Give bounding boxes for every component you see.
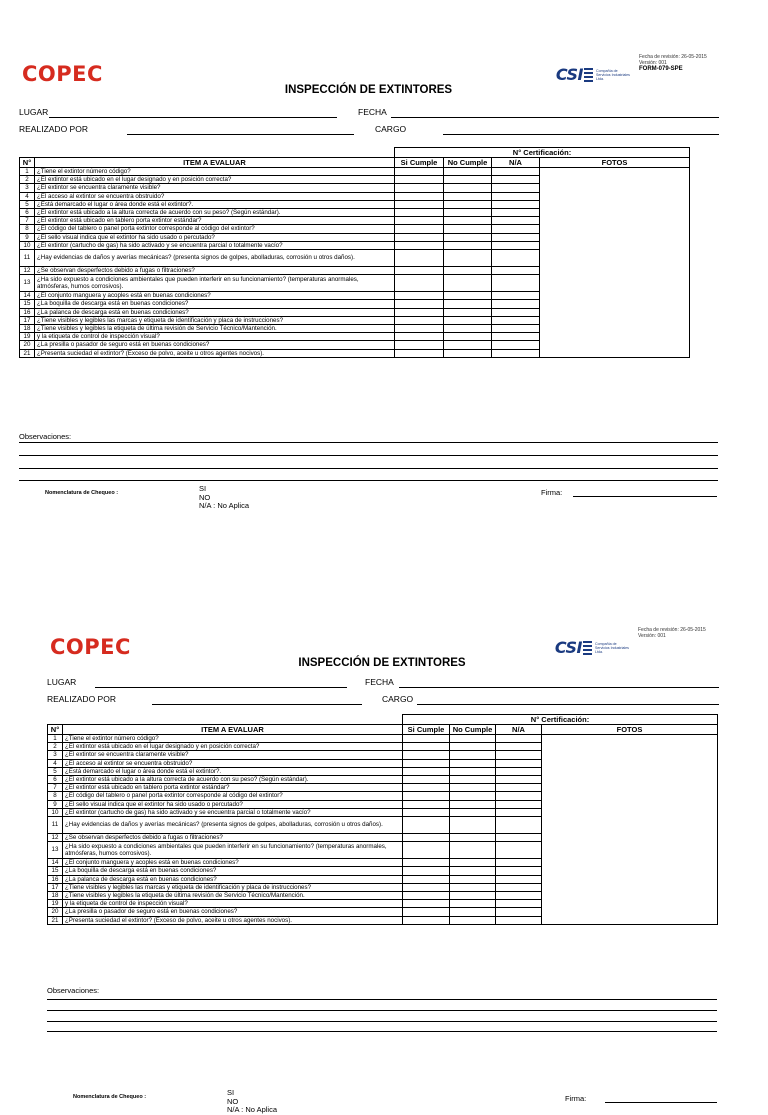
row-item-text: ¿Hay evidencias de daños y averías mecánicas? (presenta signos de golpes, abolladuras, corrosión u otros daños). bbox=[63, 817, 403, 834]
na-cell[interactable] bbox=[496, 908, 542, 916]
lugar-label: LUGAR bbox=[19, 107, 49, 117]
no-cumple-cell[interactable] bbox=[450, 759, 496, 767]
si-cumple-cell[interactable] bbox=[395, 341, 444, 349]
no-cumple-cell[interactable] bbox=[444, 217, 492, 225]
si-cumple-cell[interactable] bbox=[403, 817, 450, 834]
na-cell[interactable] bbox=[492, 241, 540, 249]
si-cumple-cell[interactable] bbox=[403, 792, 450, 800]
certification-header: N° Certificación: bbox=[403, 715, 718, 725]
row-number: 10 bbox=[20, 241, 35, 249]
row-number: 7 bbox=[48, 784, 63, 792]
no-cumple-cell[interactable] bbox=[444, 300, 492, 308]
si-cumple-cell[interactable] bbox=[395, 241, 444, 249]
inspection-table bbox=[19, 147, 690, 358]
revision-version: Versión: 001 bbox=[639, 60, 667, 66]
na-cell[interactable] bbox=[496, 751, 542, 759]
row-number: 13 bbox=[20, 275, 35, 292]
no-cumple-cell[interactable] bbox=[450, 808, 496, 816]
fecha-field[interactable] bbox=[399, 687, 719, 688]
row-item-text: ¿El acceso al extintor se encuentra obstruido? bbox=[63, 759, 403, 767]
no-cumple-cell[interactable] bbox=[450, 743, 496, 751]
no-cumple-cell[interactable] bbox=[444, 209, 492, 217]
row-item-text: ¿Tiene el extintor número código? bbox=[63, 735, 403, 743]
si-cumple-cell[interactable] bbox=[395, 308, 444, 316]
table-row bbox=[20, 168, 690, 176]
csi-logo-text: Compañía de Servicios Industriales Ltda. bbox=[595, 641, 629, 654]
col-header-si: Si Cumple bbox=[395, 158, 444, 168]
row-item-text: ¿El sello visual indica que el extintor ha sido usado o percutado? bbox=[35, 233, 395, 241]
no-cumple-cell[interactable] bbox=[444, 325, 492, 333]
no-cumple-cell[interactable] bbox=[450, 859, 496, 867]
fotos-cell[interactable] bbox=[542, 735, 718, 925]
row-number: 17 bbox=[20, 316, 35, 324]
si-cumple-cell[interactable] bbox=[395, 217, 444, 225]
copec-logo: COPEC bbox=[50, 635, 131, 659]
si-cumple-cell[interactable] bbox=[395, 184, 444, 192]
no-cumple-cell[interactable] bbox=[450, 883, 496, 891]
row-number: 20 bbox=[20, 341, 35, 349]
no-cumple-cell[interactable] bbox=[444, 333, 492, 341]
no-cumple-cell[interactable] bbox=[450, 751, 496, 759]
no-cumple-cell[interactable] bbox=[444, 267, 492, 275]
no-cumple-cell[interactable] bbox=[444, 241, 492, 249]
csi-logo-mark: CSI bbox=[555, 65, 583, 84]
firma-field[interactable] bbox=[605, 1102, 717, 1103]
si-cumple-cell[interactable] bbox=[403, 800, 450, 808]
si-cumple-cell[interactable] bbox=[403, 867, 450, 875]
row-item-text: ¿Se observan desperfectos debido a fugas o filtraciones? bbox=[63, 834, 403, 842]
row-number: 3 bbox=[20, 184, 35, 192]
row-item-text: ¿La boquilla de descarga está en buenas condiciones? bbox=[35, 300, 395, 308]
na-cell[interactable] bbox=[496, 859, 542, 867]
row-item-text: ¿El extintor está ubicado en tablero porta extintor estándar? bbox=[35, 217, 395, 225]
csi-logo-mark: CSI bbox=[554, 638, 582, 657]
observaciones-line-4[interactable] bbox=[47, 1031, 717, 1032]
row-item-text: ¿Ha sido expuesto a condiciones ambientales que pueden interferir en su funcionamiento? (temperaturas anormales, atmósferas, humos corrosivos). bbox=[35, 275, 395, 292]
na-cell[interactable] bbox=[492, 225, 540, 233]
row-item-text: ¿La presilla o pasador de seguro está en buenas condiciones? bbox=[63, 908, 403, 916]
no-cumple-cell[interactable] bbox=[450, 792, 496, 800]
na-cell[interactable] bbox=[496, 834, 542, 842]
no-cumple-cell[interactable] bbox=[444, 308, 492, 316]
no-cumple-cell[interactable] bbox=[450, 892, 496, 900]
no-cumple-cell[interactable] bbox=[444, 200, 492, 208]
cargo-field[interactable] bbox=[443, 134, 719, 135]
realizado-por-field[interactable] bbox=[127, 134, 354, 135]
row-item-text: ¿Tiene visibles y legibles la etiqueta de última revisión de Servicio Técnico/Mantención. bbox=[35, 325, 395, 333]
row-number: 8 bbox=[48, 792, 63, 800]
row-item-text: ¿Tiene visibles y legibles las marcas y etiqueta de identificación y placa de instrucciones? bbox=[35, 316, 395, 324]
row-item-text: ¿Tiene visibles y legibles la etiqueta de última revisión de Servicio Técnico/Mantención. bbox=[63, 892, 403, 900]
row-number: 4 bbox=[20, 192, 35, 200]
observaciones-line-2[interactable] bbox=[19, 455, 718, 456]
si-cumple-cell[interactable] bbox=[395, 275, 444, 292]
row-item-text: ¿Tiene visibles y legibles las marcas y etiqueta de identificación y placa de instrucciones? bbox=[63, 883, 403, 891]
na-cell[interactable] bbox=[492, 333, 540, 341]
na-cell[interactable] bbox=[492, 308, 540, 316]
si-cumple-cell[interactable] bbox=[403, 776, 450, 784]
nomenclatura-values bbox=[227, 1089, 277, 1115]
observaciones-label: Observaciones: bbox=[19, 432, 72, 441]
realizado-por-label: REALIZADO POR bbox=[19, 124, 88, 134]
observaciones-line-4[interactable] bbox=[19, 480, 718, 481]
row-item-text: ¿El sello visual indica que el extintor ha sido usado o percutado? bbox=[63, 800, 403, 808]
lugar-field[interactable] bbox=[95, 687, 347, 688]
row-number: 9 bbox=[20, 233, 35, 241]
si-cumple-cell[interactable] bbox=[403, 767, 450, 775]
col-header-fotos: FOTOS bbox=[542, 725, 718, 735]
col-header-num: N° bbox=[20, 158, 35, 168]
row-number: 11 bbox=[20, 250, 35, 267]
si-cumple-cell[interactable] bbox=[395, 349, 444, 357]
na-cell[interactable] bbox=[496, 743, 542, 751]
col-header-fotos: FOTOS bbox=[540, 158, 690, 168]
row-number: 19 bbox=[48, 900, 63, 908]
lugar-fecha-row bbox=[19, 107, 718, 119]
firma-field[interactable] bbox=[573, 496, 717, 497]
row-number: 16 bbox=[48, 875, 63, 883]
fecha-field[interactable] bbox=[391, 117, 719, 118]
row-number: 14 bbox=[48, 859, 63, 867]
revision-version: Versión: 001 bbox=[638, 633, 666, 639]
no-cumple-cell[interactable] bbox=[450, 900, 496, 908]
no-cumple-cell[interactable] bbox=[444, 184, 492, 192]
na-cell[interactable] bbox=[496, 883, 542, 891]
row-number: 4 bbox=[48, 759, 63, 767]
si-cumple-cell[interactable] bbox=[403, 743, 450, 751]
realizado-por-label: REALIZADO POR bbox=[47, 694, 116, 704]
col-header-si: Si Cumple bbox=[403, 725, 450, 735]
row-item-text: ¿Presenta suciedad el extintor? (Exceso de polvo, aceite u otros agentes nocivos). bbox=[35, 349, 395, 357]
na-cell[interactable] bbox=[492, 250, 540, 267]
no-cumple-cell[interactable] bbox=[450, 834, 496, 842]
si-cumple-cell[interactable] bbox=[395, 333, 444, 341]
na-cell[interactable] bbox=[492, 168, 540, 176]
col-header-na: N/A bbox=[496, 725, 542, 735]
copec-logo: COPEC bbox=[22, 62, 103, 86]
csi-logo-stripes bbox=[583, 641, 592, 655]
si-cumple-cell[interactable] bbox=[403, 916, 450, 924]
revision-info bbox=[639, 54, 715, 72]
na-cell[interactable] bbox=[496, 767, 542, 775]
na-cell[interactable] bbox=[492, 316, 540, 324]
row-item-text: ¿La palanca de descarga está en buenas condiciones? bbox=[63, 875, 403, 883]
col-header-item: ITEM A EVALUAR bbox=[35, 158, 395, 168]
row-number: 6 bbox=[20, 209, 35, 217]
csi-logo bbox=[556, 65, 630, 84]
si-cumple-cell[interactable] bbox=[403, 735, 450, 743]
nomenclatura-na: N/A : No Aplica bbox=[199, 501, 250, 511]
na-cell[interactable] bbox=[496, 735, 542, 743]
na-cell[interactable] bbox=[492, 325, 540, 333]
revision-date: Fecha de revisión: 26-05-2015 bbox=[638, 627, 706, 633]
na-cell[interactable] bbox=[496, 784, 542, 792]
no-cumple-cell[interactable] bbox=[450, 767, 496, 775]
observaciones-line-1[interactable] bbox=[19, 442, 718, 443]
na-cell[interactable] bbox=[496, 842, 542, 859]
row-number: 15 bbox=[20, 300, 35, 308]
no-cumple-cell[interactable] bbox=[444, 225, 492, 233]
row-item-text: ¿El extintor está ubicado en tablero porta extintor estándar? bbox=[63, 784, 403, 792]
no-cumple-cell[interactable] bbox=[444, 168, 492, 176]
na-cell[interactable] bbox=[496, 792, 542, 800]
na-cell[interactable] bbox=[496, 867, 542, 875]
na-cell[interactable] bbox=[496, 808, 542, 816]
no-cumple-cell[interactable] bbox=[450, 776, 496, 784]
no-cumple-cell[interactable] bbox=[444, 250, 492, 267]
na-cell[interactable] bbox=[492, 176, 540, 184]
si-cumple-cell[interactable] bbox=[395, 292, 444, 300]
row-item-text: ¿El extintor (cartucho de gas) ha sido activado y se encuentra parcial o totalmente vacío? bbox=[35, 241, 395, 249]
na-cell[interactable] bbox=[492, 200, 540, 208]
col-header-na: N/A bbox=[492, 158, 540, 168]
row-number: 19 bbox=[20, 333, 35, 341]
row-item-text: ¿Está demarcado el lugar o área donde está el extintor?. bbox=[35, 200, 395, 208]
na-cell[interactable] bbox=[492, 209, 540, 217]
row-number: 6 bbox=[48, 776, 63, 784]
observaciones-label: Observaciones: bbox=[47, 986, 100, 995]
row-item-text: ¿Está demarcado el lugar o área donde está el extintor?. bbox=[63, 767, 403, 775]
row-item-text: ¿El conjunto manguera y acoples está en buenas condiciones? bbox=[63, 859, 403, 867]
no-cumple-cell[interactable] bbox=[450, 735, 496, 743]
row-item-text: ¿El extintor está ubicado en el lugar designado y en posición correcta? bbox=[63, 743, 403, 751]
na-cell[interactable] bbox=[496, 800, 542, 808]
row-number: 1 bbox=[20, 168, 35, 176]
inspection-form-page-1 bbox=[17, 51, 720, 524]
no-cumple-cell[interactable] bbox=[444, 316, 492, 324]
no-cumple-cell[interactable] bbox=[444, 349, 492, 357]
row-item-text: ¿La palanca de descarga está en buenas condiciones? bbox=[35, 308, 395, 316]
row-item-text: ¿El extintor se encuentra claramente visible? bbox=[63, 751, 403, 759]
row-number: 21 bbox=[48, 916, 63, 924]
row-item-text: ¿La boquilla de descarga está en buenas condiciones? bbox=[63, 867, 403, 875]
row-number: 5 bbox=[20, 200, 35, 208]
firma-label: Firma: bbox=[541, 488, 563, 497]
nomenclatura-na: N/A : No Aplica bbox=[227, 1105, 278, 1115]
na-cell[interactable] bbox=[492, 292, 540, 300]
no-cumple-cell[interactable] bbox=[450, 784, 496, 792]
nomenclatura-values bbox=[199, 485, 249, 511]
cargo-field[interactable] bbox=[417, 704, 719, 705]
row-number: 2 bbox=[20, 176, 35, 184]
realizado-cargo-row bbox=[19, 124, 718, 136]
row-number: 1 bbox=[48, 735, 63, 743]
si-cumple-cell[interactable] bbox=[395, 209, 444, 217]
row-number: 11 bbox=[48, 817, 63, 834]
row-number: 3 bbox=[48, 751, 63, 759]
row-item-text: y la etiqueta de control de inspección visual? bbox=[35, 333, 395, 341]
row-number: 18 bbox=[20, 325, 35, 333]
row-number: 8 bbox=[20, 225, 35, 233]
row-number: 5 bbox=[48, 767, 63, 775]
no-cumple-cell[interactable] bbox=[450, 817, 496, 834]
na-cell[interactable] bbox=[496, 875, 542, 883]
si-cumple-cell[interactable] bbox=[403, 759, 450, 767]
lugar-label: LUGAR bbox=[47, 677, 77, 687]
no-cumple-cell[interactable] bbox=[444, 176, 492, 184]
row-number: 2 bbox=[48, 743, 63, 751]
si-cumple-cell[interactable] bbox=[395, 225, 444, 233]
si-cumple-cell[interactable] bbox=[395, 300, 444, 308]
row-item-text: ¿El conjunto manguera y acoples está en buenas condiciones? bbox=[35, 292, 395, 300]
cargo-label: CARGO bbox=[375, 124, 407, 134]
si-cumple-cell[interactable] bbox=[403, 875, 450, 883]
no-cumple-cell[interactable] bbox=[450, 916, 496, 924]
row-number: 14 bbox=[20, 292, 35, 300]
si-cumple-cell[interactable] bbox=[403, 908, 450, 916]
observaciones-line-1[interactable] bbox=[47, 999, 717, 1000]
row-number: 7 bbox=[20, 217, 35, 225]
si-cumple-cell[interactable] bbox=[403, 883, 450, 891]
row-item-text: ¿El código del tablero o panel porta extintor corresponde al código del extintor? bbox=[35, 225, 395, 233]
certification-header: N° Certificación: bbox=[395, 148, 690, 158]
si-cumple-cell[interactable] bbox=[395, 267, 444, 275]
row-item-text: ¿El extintor está ubicado en el lugar designado y en posición correcta? bbox=[35, 176, 395, 184]
na-cell[interactable] bbox=[496, 900, 542, 908]
observaciones-line-2[interactable] bbox=[47, 1010, 717, 1011]
document-title: INSPECCIÓN DE EXTINTORES bbox=[298, 657, 466, 669]
form-code: FORM-079-SPE bbox=[639, 66, 683, 72]
row-number: 9 bbox=[48, 800, 63, 808]
fotos-cell[interactable] bbox=[540, 168, 690, 358]
row-item-text: ¿Se observan desperfectos debido a fugas o filtraciones? bbox=[35, 267, 395, 275]
realizado-cargo-row bbox=[47, 694, 717, 706]
no-cumple-cell[interactable] bbox=[444, 275, 492, 292]
na-cell[interactable] bbox=[492, 267, 540, 275]
nomenclatura-si: SI bbox=[227, 1088, 235, 1097]
row-number: 12 bbox=[48, 834, 63, 842]
row-item-text: ¿Ha sido expuesto a condiciones ambientales que pueden interferir en su funcionamiento? (temperaturas anormales, atmósferas, humos corrosivos). bbox=[63, 842, 403, 859]
no-cumple-cell[interactable] bbox=[450, 842, 496, 859]
na-cell[interactable] bbox=[496, 916, 542, 924]
table-row bbox=[48, 735, 718, 743]
si-cumple-cell[interactable] bbox=[403, 892, 450, 900]
row-item-text: ¿El acceso al extintor se encuentra obstruido? bbox=[35, 192, 395, 200]
si-cumple-cell[interactable] bbox=[395, 316, 444, 324]
col-header-num: N° bbox=[48, 725, 63, 735]
si-cumple-cell[interactable] bbox=[395, 192, 444, 200]
si-cumple-cell[interactable] bbox=[395, 200, 444, 208]
observaciones-line-3[interactable] bbox=[19, 468, 718, 469]
realizado-por-field[interactable] bbox=[152, 704, 362, 705]
na-cell[interactable] bbox=[496, 759, 542, 767]
row-item-text: ¿La presilla o pasador de seguro está en buenas condiciones? bbox=[35, 341, 395, 349]
si-cumple-cell[interactable] bbox=[403, 808, 450, 816]
no-cumple-cell[interactable] bbox=[450, 867, 496, 875]
cargo-label: CARGO bbox=[382, 694, 414, 704]
si-cumple-cell[interactable] bbox=[403, 834, 450, 842]
row-number: 10 bbox=[48, 808, 63, 816]
row-item-text: y la etiqueta de control de inspección visual? bbox=[63, 900, 403, 908]
si-cumple-cell[interactable] bbox=[395, 176, 444, 184]
row-number: 12 bbox=[20, 267, 35, 275]
na-cell[interactable] bbox=[492, 184, 540, 192]
lugar-fecha-row bbox=[47, 677, 717, 689]
si-cumple-cell[interactable] bbox=[403, 784, 450, 792]
na-cell[interactable] bbox=[496, 776, 542, 784]
fecha-label: FECHA bbox=[365, 677, 394, 687]
observaciones-line-3[interactable] bbox=[47, 1021, 717, 1022]
nomenclatura-label: Nomenclatura de Chequeo : bbox=[45, 490, 119, 496]
row-item-text: ¿El extintor está ubicado a la altura correcta de acuerdo con su peso? (Según estándar). bbox=[63, 776, 403, 784]
si-cumple-cell[interactable] bbox=[395, 233, 444, 241]
row-number: 15 bbox=[48, 867, 63, 875]
no-cumple-cell[interactable] bbox=[444, 341, 492, 349]
row-number: 13 bbox=[48, 842, 63, 859]
document-title: INSPECCIÓN DE EXTINTORES bbox=[284, 84, 453, 96]
col-header-item: ITEM A EVALUAR bbox=[63, 725, 403, 735]
si-cumple-cell[interactable] bbox=[395, 325, 444, 333]
na-cell[interactable] bbox=[492, 341, 540, 349]
si-cumple-cell[interactable] bbox=[395, 168, 444, 176]
csi-logo-text: Compañía de Servicios Industriales Ltda. bbox=[596, 68, 630, 81]
na-cell[interactable] bbox=[496, 817, 542, 834]
csi-logo bbox=[555, 638, 629, 657]
row-item-text: ¿Presenta suciedad el extintor? (Exceso de polvo, aceite u otros agentes nocivos). bbox=[63, 916, 403, 924]
na-cell[interactable] bbox=[492, 300, 540, 308]
no-cumple-cell[interactable] bbox=[444, 192, 492, 200]
csi-logo-stripes bbox=[584, 68, 593, 82]
si-cumple-cell[interactable] bbox=[403, 859, 450, 867]
no-cumple-cell[interactable] bbox=[450, 800, 496, 808]
inspection-table bbox=[47, 714, 718, 925]
na-cell[interactable] bbox=[496, 892, 542, 900]
nomenclatura-label: Nomenclatura de Chequeo : bbox=[73, 1094, 147, 1100]
no-cumple-cell[interactable] bbox=[450, 875, 496, 883]
si-cumple-cell[interactable] bbox=[395, 250, 444, 267]
row-item-text: ¿Hay evidencias de daños y averías mecánicas? (presenta signos de golpes, abolladuras, corrosión u otros daños). bbox=[35, 250, 395, 267]
row-item-text: ¿El extintor se encuentra claramente visible? bbox=[35, 184, 395, 192]
na-cell[interactable] bbox=[492, 275, 540, 292]
na-cell[interactable] bbox=[492, 233, 540, 241]
row-item-text: ¿El extintor está ubicado a la altura correcta de acuerdo con su peso? (Según estándar). bbox=[35, 209, 395, 217]
revision-date: Fecha de revisión: 26-05-2015 bbox=[639, 54, 707, 60]
revision-info bbox=[638, 627, 714, 639]
col-header-no: No Cumple bbox=[444, 158, 492, 168]
row-number: 21 bbox=[20, 349, 35, 357]
na-cell[interactable] bbox=[492, 349, 540, 357]
no-cumple-cell[interactable] bbox=[444, 292, 492, 300]
col-header-no: No Cumple bbox=[450, 725, 496, 735]
firma-label: Firma: bbox=[565, 1094, 587, 1103]
row-item-text: ¿El código del tablero o panel porta extintor corresponde al código del extintor? bbox=[63, 792, 403, 800]
si-cumple-cell[interactable] bbox=[403, 900, 450, 908]
nomenclatura-no: NO bbox=[199, 492, 211, 502]
fecha-label: FECHA bbox=[358, 107, 387, 117]
row-item-text: ¿Tiene el extintor número código? bbox=[35, 168, 395, 176]
na-cell[interactable] bbox=[492, 192, 540, 200]
row-item-text: ¿El extintor (cartucho de gas) ha sido activado y se encuentra parcial o totalmente vacío? bbox=[63, 808, 403, 816]
no-cumple-cell[interactable] bbox=[450, 908, 496, 916]
row-number: 17 bbox=[48, 883, 63, 891]
inspection-form-page-2 bbox=[45, 624, 719, 1115]
nomenclatura-si: SI bbox=[199, 484, 207, 493]
na-cell[interactable] bbox=[492, 217, 540, 225]
si-cumple-cell[interactable] bbox=[403, 751, 450, 759]
no-cumple-cell[interactable] bbox=[444, 233, 492, 241]
row-number: 20 bbox=[48, 908, 63, 916]
si-cumple-cell[interactable] bbox=[403, 842, 450, 859]
row-number: 18 bbox=[48, 892, 63, 900]
nomenclatura-no: NO bbox=[227, 1096, 239, 1106]
lugar-field[interactable] bbox=[49, 117, 337, 118]
row-number: 16 bbox=[20, 308, 35, 316]
